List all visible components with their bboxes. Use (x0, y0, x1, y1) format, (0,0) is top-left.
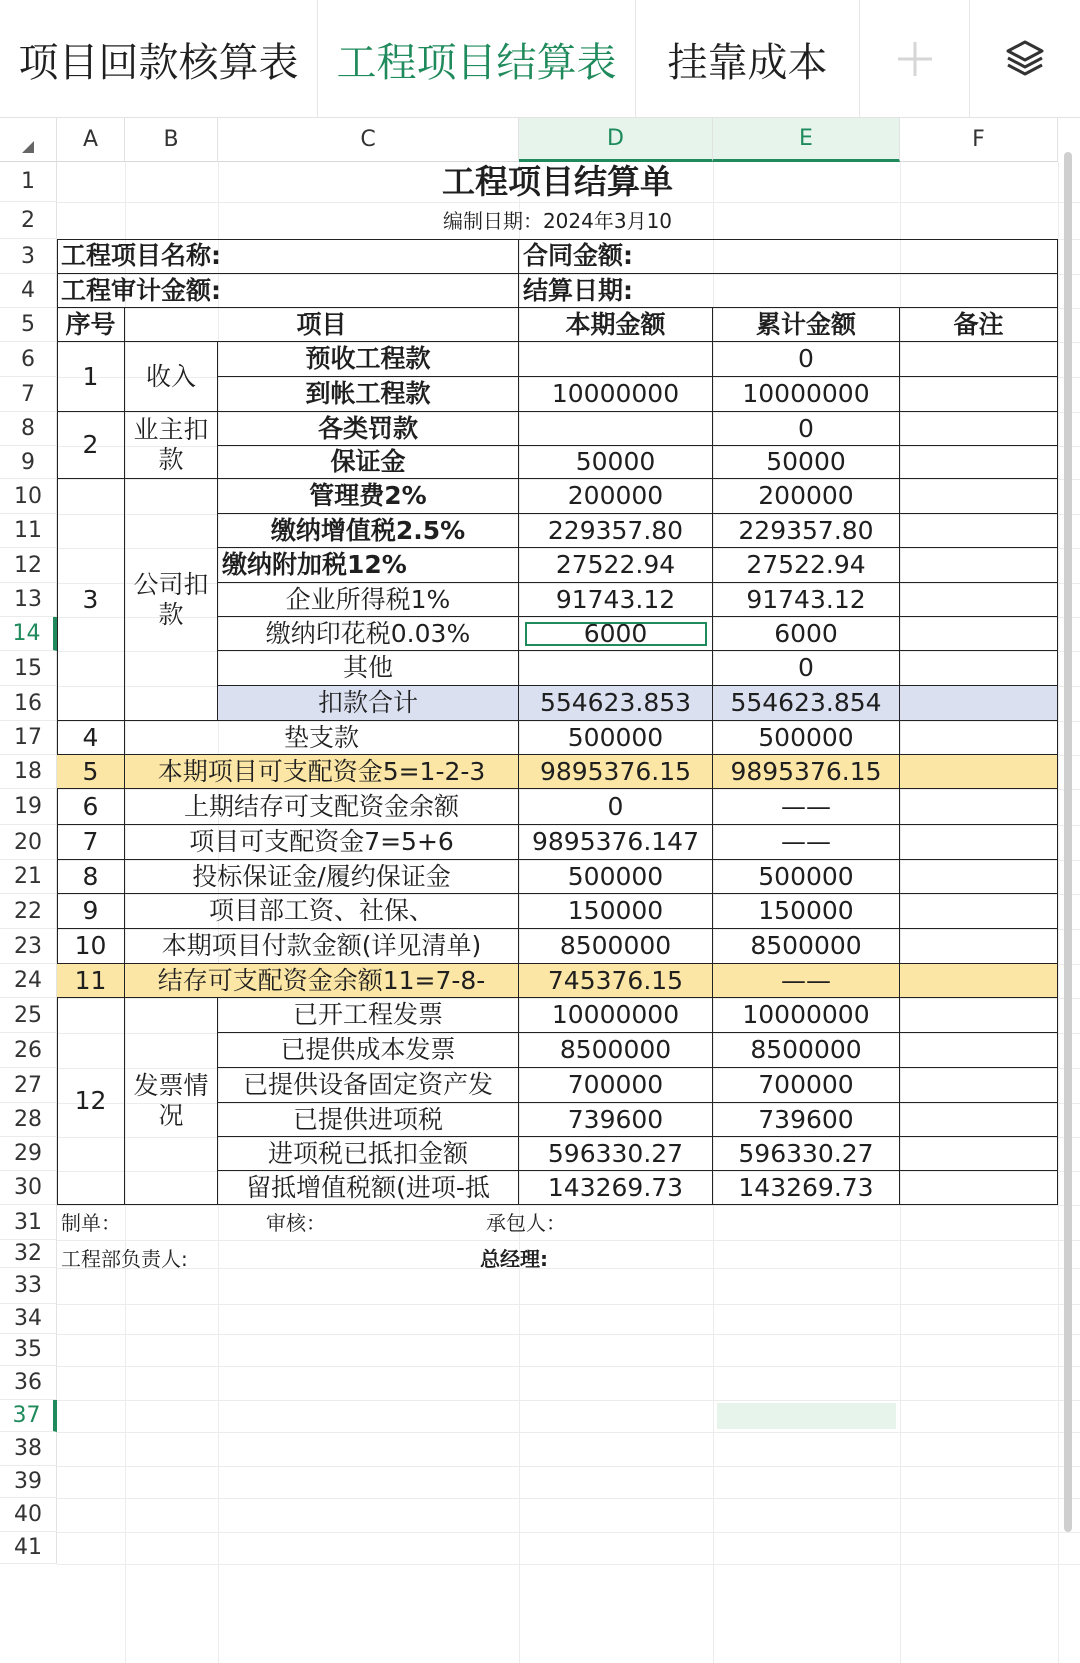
row-header-14[interactable]: 14 (0, 617, 57, 651)
remark-cell[interactable] (900, 825, 1058, 860)
footer-reviewer[interactable]: 审核： (266, 1210, 326, 1235)
remark-cell[interactable] (900, 998, 1058, 1033)
cumulative-amount-cell[interactable]: 10000000 (713, 998, 900, 1033)
item-label[interactable]: 项目可支配资金7=5+6 (125, 825, 519, 860)
column-header-b[interactable]: B (125, 118, 218, 162)
cumulative-amount-cell[interactable]: 0 (713, 412, 900, 446)
column-header-f[interactable]: F (900, 118, 1058, 162)
vertical-scrollbar[interactable] (1064, 152, 1072, 1532)
remark-cell[interactable] (900, 1137, 1058, 1171)
column-header-c[interactable]: C (218, 118, 519, 162)
row-header-17[interactable]: 17 (0, 721, 57, 755)
item-label[interactable]: 项目部工资、社保、 (125, 894, 519, 929)
group-name-owner-deduction[interactable]: 业主扣款 (125, 412, 218, 479)
gridline-horizontal (57, 1564, 1080, 1565)
item-label[interactable]: 到帐工程款 (218, 377, 519, 412)
group-seq-12[interactable]: 12 (57, 998, 125, 1205)
row-header-36[interactable]: 36 (0, 1366, 57, 1400)
footer-contractor[interactable]: 承包人： (486, 1210, 566, 1235)
row-header-38[interactable]: 38 (0, 1432, 57, 1466)
row-header-34[interactable]: 34 (0, 1304, 57, 1334)
current-amount-cell[interactable]: 745376.15 (519, 964, 713, 998)
item-label[interactable]: 其他 (218, 651, 519, 686)
remark-cell[interactable] (900, 446, 1058, 479)
tab-affiliation-cost[interactable]: 挂靠成本 (636, 0, 860, 118)
gridline-horizontal (57, 1268, 1080, 1269)
item-label[interactable]: 已提供进项税 (218, 1103, 519, 1137)
seq-cell[interactable]: 11 (57, 964, 125, 998)
row-header-1[interactable]: 1 (0, 162, 57, 202)
item-label[interactable]: 已提供成本发票 (218, 1033, 519, 1068)
highlighted-cell-e37[interactable] (717, 1403, 896, 1429)
item-label[interactable]: 企业所得税1% (218, 583, 519, 617)
item-label[interactable]: 缴纳附加税12% (218, 548, 519, 583)
row-header-2[interactable]: 2 (0, 202, 57, 239)
cumulative-amount-cell[interactable]: 8500000 (713, 929, 900, 964)
item-label[interactable]: 进项税已抵扣金额 (218, 1137, 519, 1171)
sheet-list-button[interactable] (970, 0, 1080, 118)
row-header-22[interactable]: 22 (0, 894, 57, 929)
contract-amount-label[interactable]: 合同金额: (519, 239, 1058, 274)
remark-cell[interactable] (900, 1033, 1058, 1068)
cumulative-amount-cell[interactable]: 27522.94 (713, 548, 900, 583)
column-header-a[interactable]: A (57, 118, 125, 162)
cumulative-amount-cell[interactable]: 10000000 (713, 377, 900, 412)
group-name-income[interactable]: 收入 (125, 342, 218, 412)
cumulative-amount-cell[interactable]: 229357.80 (713, 514, 900, 548)
current-amount-cell[interactable]: 8500000 (519, 929, 713, 964)
cumulative-amount-cell[interactable]: 9895376.15 (713, 755, 900, 789)
row-header-7[interactable]: 7 (0, 377, 57, 412)
row-header-21[interactable]: 21 (0, 860, 57, 894)
cumulative-amount-cell[interactable]: 91743.12 (713, 583, 900, 617)
seq-cell[interactable]: 5 (57, 755, 125, 789)
header-item[interactable]: 项目 (125, 308, 519, 342)
row-header-30[interactable]: 30 (0, 1171, 57, 1205)
row-header-16[interactable]: 16 (0, 686, 57, 721)
sheet-title[interactable]: 工程项目结算单 (442, 162, 673, 201)
row-header-40[interactable]: 40 (0, 1498, 57, 1532)
group-seq-2[interactable]: 2 (57, 412, 125, 479)
current-amount-cell[interactable]: 554623.853 (519, 686, 713, 721)
item-label[interactable]: 扣款合计 (218, 686, 519, 721)
gridline-vertical (1058, 162, 1059, 1663)
current-amount-cell[interactable]: 50000 (519, 446, 713, 479)
row-header-31[interactable]: 31 (0, 1205, 57, 1240)
current-amount-cell[interactable]: 200000 (519, 479, 713, 514)
sheet-tab-bar (0, 0, 1080, 118)
cumulative-amount-cell[interactable]: —— (713, 789, 900, 825)
row-header-37[interactable]: 37 (0, 1400, 57, 1432)
header-cumulative[interactable]: 累计金额 (713, 308, 900, 342)
current-amount-cell[interactable]: 700000 (519, 1068, 713, 1103)
select-all-triangle-icon (20, 139, 36, 155)
cumulative-amount-cell[interactable]: 8500000 (713, 1033, 900, 1068)
row-header-11[interactable]: 11 (0, 514, 57, 548)
remark-cell[interactable] (900, 514, 1058, 548)
cumulative-amount-cell[interactable]: 143269.73 (713, 1171, 900, 1205)
group-seq-1[interactable]: 1 (57, 342, 125, 412)
cumulative-amount-cell[interactable]: 596330.27 (713, 1137, 900, 1171)
select-all-corner[interactable] (0, 118, 57, 162)
current-amount-cell[interactable]: 6000 (519, 617, 713, 651)
seq-cell[interactable]: 4 (57, 721, 125, 755)
column-header-d[interactable]: D (519, 118, 713, 162)
current-amount-cell[interactable]: 8500000 (519, 1033, 713, 1068)
row-header-6[interactable]: 6 (0, 342, 57, 377)
gridline-horizontal (57, 1366, 1080, 1367)
remark-cell[interactable] (900, 1171, 1058, 1205)
seq-cell[interactable]: 8 (57, 860, 125, 894)
current-amount-cell[interactable]: 27522.94 (519, 548, 713, 583)
item-label[interactable]: 已提供设备固定资产发 (218, 1068, 519, 1103)
item-label[interactable]: 投标保证金/履约保证金 (125, 860, 519, 894)
header-remark[interactable]: 备注 (900, 308, 1058, 342)
current-amount-cell[interactable]: 596330.27 (519, 1137, 713, 1171)
remark-cell[interactable] (900, 789, 1058, 825)
cumulative-amount-cell[interactable]: 500000 (713, 721, 900, 755)
add-sheet-button[interactable] (860, 0, 970, 118)
row-header-9[interactable]: 9 (0, 446, 57, 479)
cumulative-amount-cell[interactable]: 150000 (713, 894, 900, 929)
audit-amount-label[interactable]: 工程审计金额: (57, 274, 519, 308)
gridline-horizontal (57, 1334, 1080, 1335)
remark-cell[interactable] (900, 929, 1058, 964)
layers-icon (1004, 38, 1046, 80)
item-label[interactable]: 各类罚款 (218, 412, 519, 446)
current-amount-cell[interactable]: 9895376.15 (519, 755, 713, 789)
plus-icon (895, 39, 935, 79)
remark-cell[interactable] (900, 377, 1058, 412)
gridline-horizontal (57, 1532, 1080, 1533)
row-header-28[interactable]: 28 (0, 1103, 57, 1137)
cumulative-amount-cell[interactable]: 200000 (713, 479, 900, 514)
current-amount-cell[interactable]: 739600 (519, 1103, 713, 1137)
row-header-33[interactable]: 33 (0, 1268, 57, 1304)
remark-cell[interactable] (900, 583, 1058, 617)
current-amount-cell[interactable]: 91743.12 (519, 583, 713, 617)
row-header-3[interactable]: 3 (0, 239, 57, 274)
current-amount-cell[interactable] (519, 412, 713, 446)
current-amount-cell[interactable]: 9895376.147 (519, 825, 713, 860)
row-header-24[interactable]: 24 (0, 964, 57, 998)
cumulative-amount-cell[interactable]: 554623.854 (713, 686, 900, 721)
settlement-date-label[interactable]: 结算日期: (519, 274, 1058, 308)
row-header-10[interactable]: 10 (0, 479, 57, 514)
gridline-horizontal (57, 1400, 1080, 1401)
item-label[interactable]: 缴纳印花税0.03% (218, 617, 519, 651)
item-label[interactable]: 垫支款 (125, 721, 519, 755)
row-header-35[interactable]: 35 (0, 1334, 57, 1366)
remark-cell[interactable] (900, 479, 1058, 514)
item-label[interactable]: 预收工程款 (218, 342, 519, 377)
current-amount-cell[interactable] (519, 342, 713, 377)
item-label[interactable]: 缴纳增值税2.5% (218, 514, 519, 548)
footer-general-manager[interactable]: 总经理: (480, 1247, 548, 1268)
row-header-20[interactable]: 20 (0, 825, 57, 860)
current-amount-cell[interactable]: 10000000 (519, 377, 713, 412)
cumulative-amount-cell[interactable]: 50000 (713, 446, 900, 479)
cumulative-amount-cell[interactable]: 0 (713, 342, 900, 377)
remark-cell[interactable] (900, 721, 1058, 755)
footer-dept-head[interactable]: 工程部负责人: (61, 1247, 188, 1268)
current-amount-cell[interactable] (519, 651, 713, 686)
item-label[interactable]: 结存可支配资金余额11=7-8- (125, 964, 519, 998)
cumulative-amount-cell[interactable]: 700000 (713, 1068, 900, 1103)
date-line[interactable]: 编制日期：2024年3月10 (442, 208, 673, 233)
active-cell-selection[interactable] (525, 622, 707, 646)
row-header-32[interactable]: 32 (0, 1240, 57, 1268)
current-amount-cell[interactable]: 143269.73 (519, 1171, 713, 1205)
seq-cell[interactable]: 10 (57, 929, 125, 964)
current-amount-cell[interactable]: 500000 (519, 860, 713, 894)
current-amount-cell[interactable]: 500000 (519, 721, 713, 755)
cumulative-amount-cell[interactable]: —— (713, 825, 900, 860)
item-label[interactable]: 留抵增值税额(进项-抵 (218, 1171, 519, 1205)
seq-cell[interactable]: 9 (57, 894, 125, 929)
footer-maker[interactable]: 制单： (61, 1210, 121, 1235)
current-amount-cell[interactable]: 10000000 (519, 998, 713, 1033)
remark-cell[interactable] (900, 412, 1058, 446)
seq-cell[interactable]: 6 (57, 789, 125, 825)
cumulative-amount-cell[interactable]: 500000 (713, 860, 900, 894)
row-header-12[interactable]: 12 (0, 548, 57, 583)
gridline-horizontal (57, 1432, 1080, 1433)
seq-cell[interactable]: 7 (57, 825, 125, 860)
row-header-29[interactable]: 29 (0, 1137, 57, 1171)
item-label[interactable]: 已开工程发票 (218, 998, 519, 1033)
gridline-horizontal (57, 1466, 1080, 1467)
item-label[interactable]: 保证金 (218, 446, 519, 479)
row-header-25[interactable]: 25 (0, 998, 57, 1033)
row-header-5[interactable]: 5 (0, 308, 57, 342)
gridline-horizontal (57, 1304, 1080, 1305)
item-label[interactable]: 管理费2% (218, 479, 519, 514)
row-header-26[interactable]: 26 (0, 1033, 57, 1068)
remark-cell[interactable] (900, 1068, 1058, 1103)
remark-cell[interactable] (900, 548, 1058, 583)
group-name-invoice-status[interactable]: 发票情况 (125, 998, 218, 1205)
row-header-8[interactable]: 8 (0, 412, 57, 446)
tab-project-settlement[interactable]: 工程项目结算表 (318, 0, 636, 118)
cumulative-amount-cell[interactable]: 6000 (713, 617, 900, 651)
header-seq[interactable]: 序号 (57, 308, 125, 342)
current-amount-cell[interactable]: 0 (519, 789, 713, 825)
remark-cell[interactable] (900, 860, 1058, 894)
current-amount-cell[interactable]: 150000 (519, 894, 713, 929)
spreadsheet-grid[interactable] (0, 118, 1080, 1663)
item-label[interactable]: 上期结存可支配资金余额 (125, 789, 519, 825)
item-label[interactable]: 本期项目可支配资金5=1-2-3 (125, 755, 519, 789)
group-name-company-deduction[interactable]: 公司扣款 (125, 479, 218, 721)
remark-cell[interactable] (900, 755, 1058, 789)
row-header-41[interactable]: 41 (0, 1532, 57, 1564)
cumulative-amount-cell[interactable]: 739600 (713, 1103, 900, 1137)
tab-project-payment[interactable]: 项目回款核算表 (0, 0, 318, 118)
remark-cell[interactable] (900, 617, 1058, 651)
gridline-horizontal (57, 1498, 1080, 1499)
column-header-e[interactable]: E (713, 118, 900, 162)
group-seq-3[interactable]: 3 (57, 479, 125, 721)
row-header-18[interactable]: 18 (0, 755, 57, 789)
row-header-4[interactable]: 4 (0, 274, 57, 308)
row-header-27[interactable]: 27 (0, 1068, 57, 1103)
item-label[interactable]: 本期项目付款金额(详见清单) (125, 929, 519, 964)
row-header-23[interactable]: 23 (0, 929, 57, 964)
remark-cell[interactable] (900, 1103, 1058, 1137)
remark-cell[interactable] (900, 964, 1058, 998)
remark-cell[interactable] (900, 342, 1058, 377)
cumulative-amount-cell[interactable]: 0 (713, 651, 900, 686)
row-header-15[interactable]: 15 (0, 651, 57, 686)
cumulative-amount-cell[interactable]: —— (713, 964, 900, 998)
row-header-19[interactable]: 19 (0, 789, 57, 825)
row-header-39[interactable]: 39 (0, 1466, 57, 1498)
header-current[interactable]: 本期金额 (519, 308, 713, 342)
project-name-label[interactable]: 工程项目名称: (57, 239, 519, 274)
current-amount-cell[interactable]: 229357.80 (519, 514, 713, 548)
remark-cell[interactable] (900, 651, 1058, 686)
remark-cell[interactable] (900, 686, 1058, 721)
remark-cell[interactable] (900, 894, 1058, 929)
row-header-13[interactable]: 13 (0, 583, 57, 617)
